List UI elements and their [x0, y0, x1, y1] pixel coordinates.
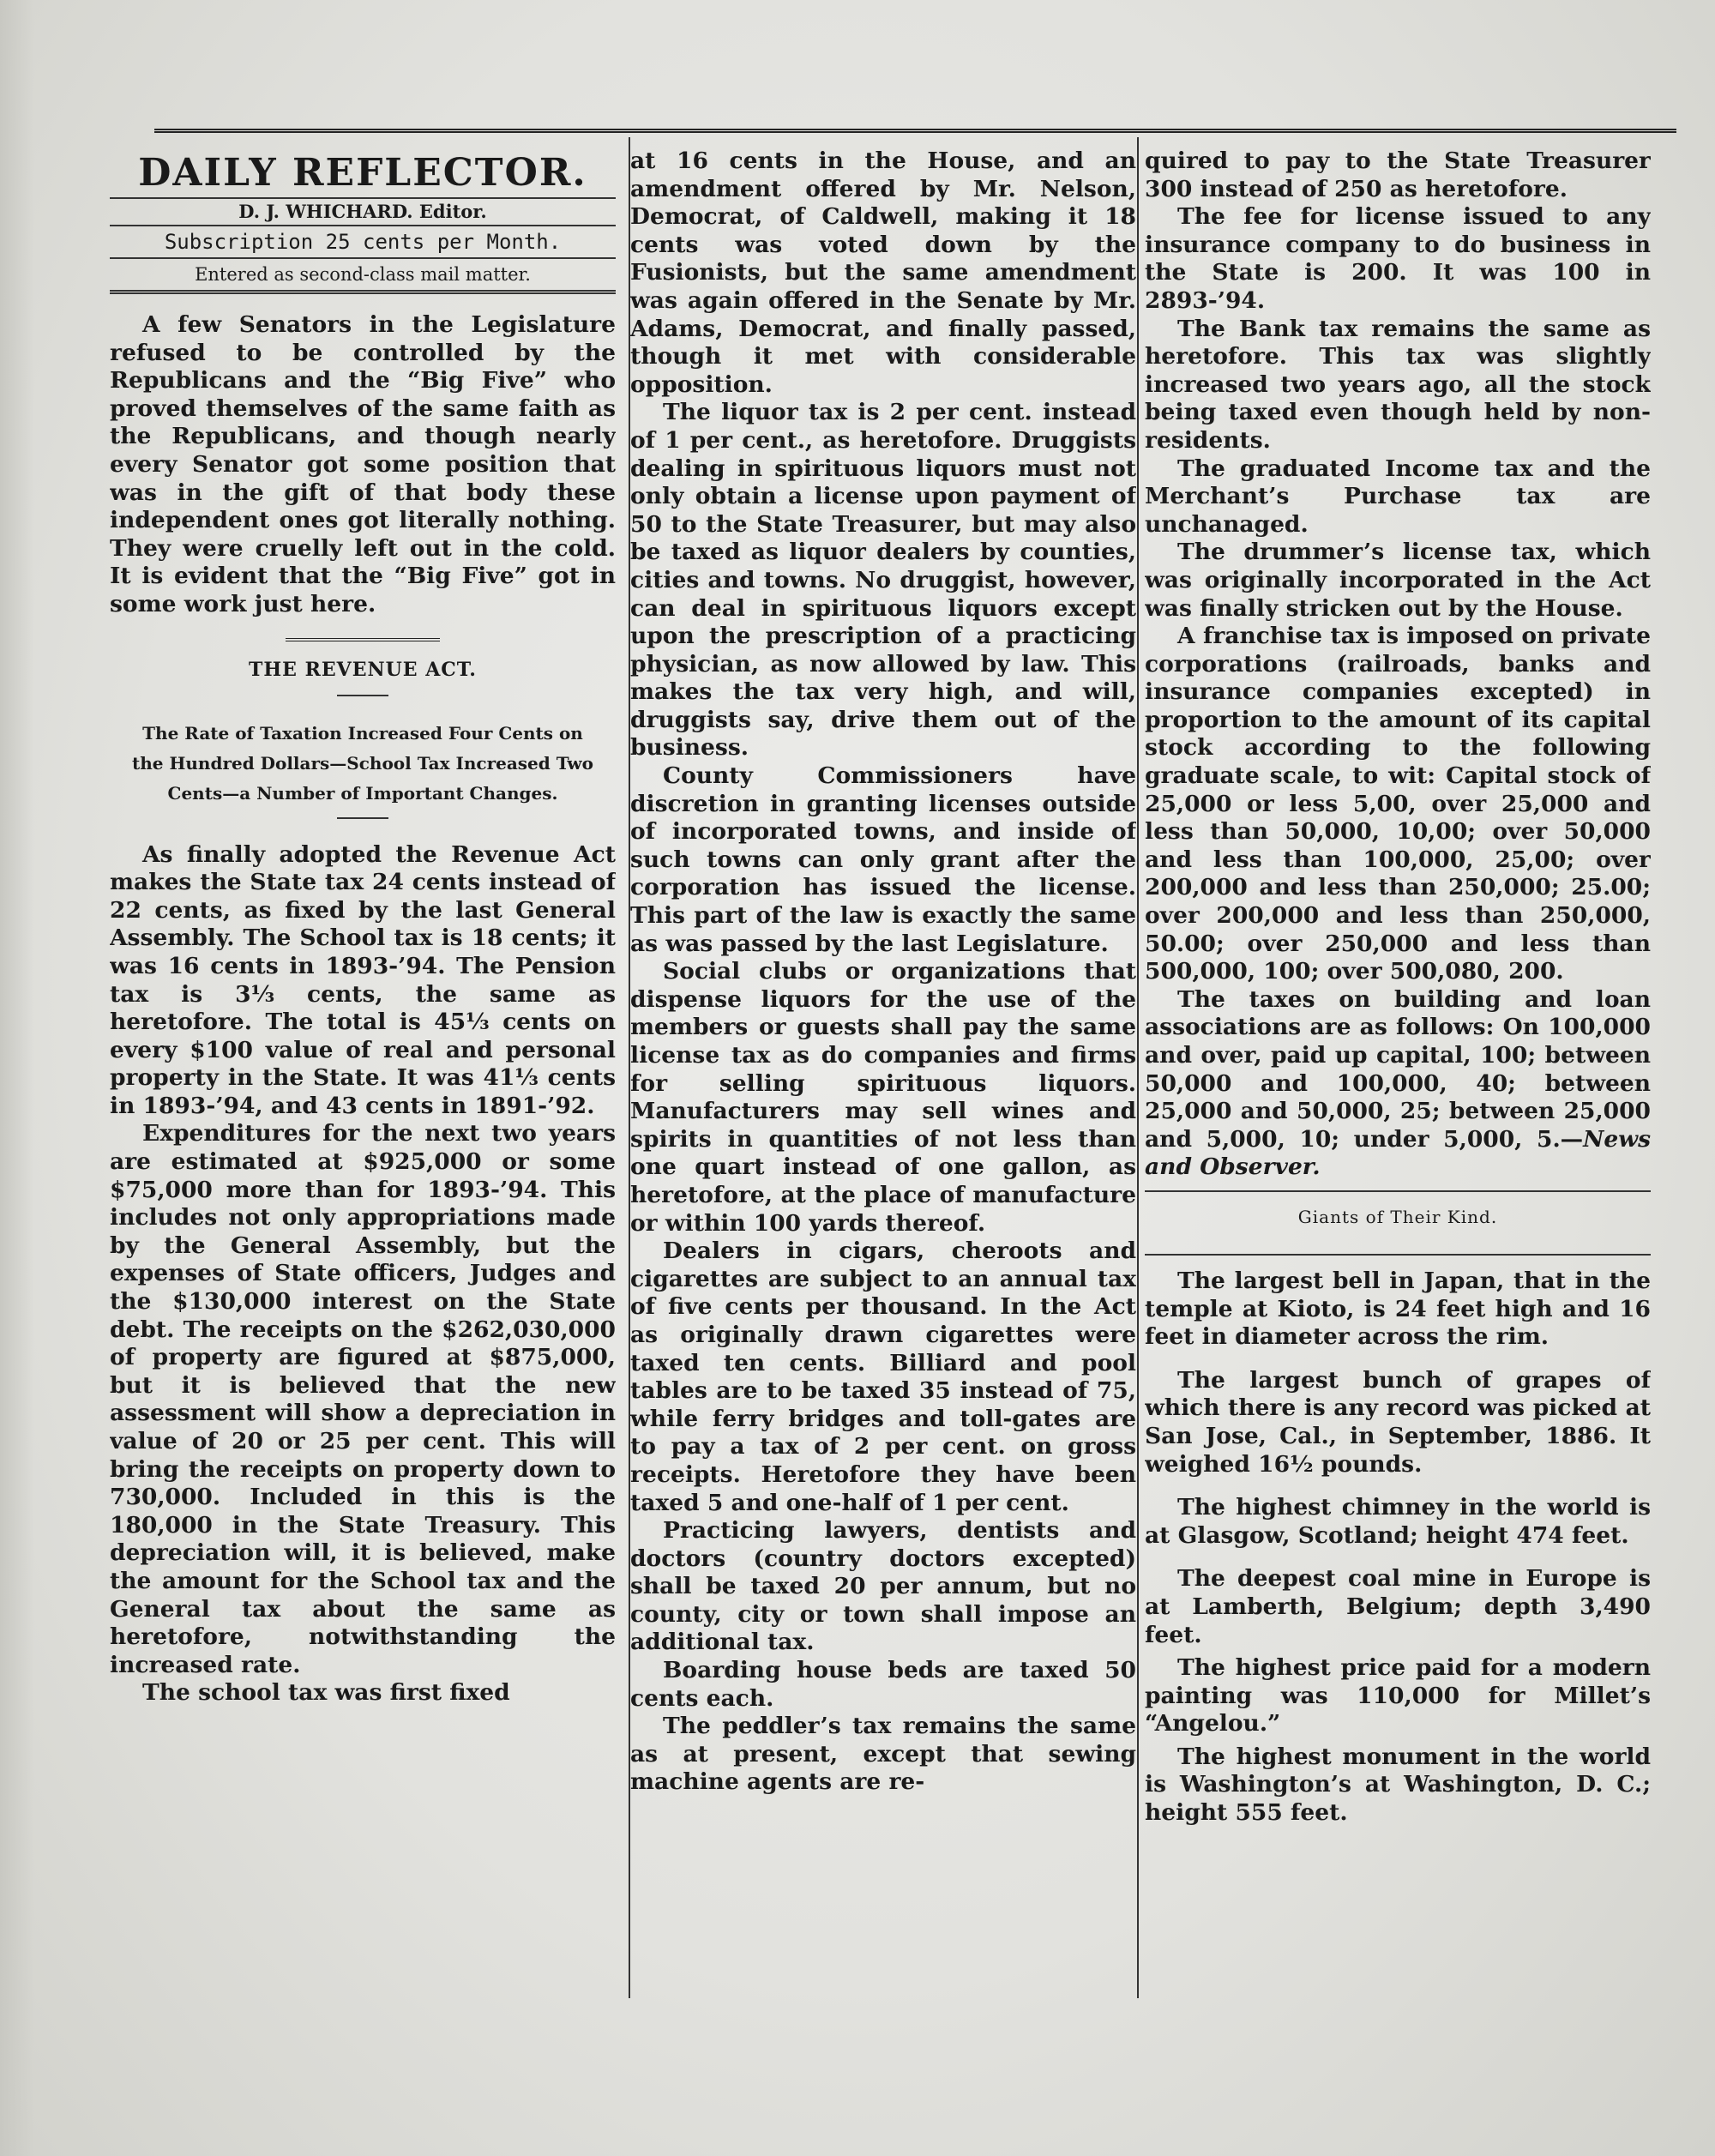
article-paragraph: The graduated Income tax and the Merchant’s Purchase tax are unchanaged.	[1145, 455, 1651, 538]
spacer	[1145, 1478, 1651, 1494]
section-rule	[286, 638, 440, 641]
article-subhead: The Rate of Taxation Increased Four Cents on the Hundred Dollars—School Tax Increased Two Cents—a Number of Important Changes.	[132, 722, 593, 804]
spacer	[1145, 1352, 1651, 1367]
article-paragraph: The school tax was first fixed	[142, 1679, 510, 1707]
article-paragraph: Boarding house beds are taxed 50 cents each.	[630, 1657, 1136, 1712]
article-heading: THE REVENUE ACT.	[249, 658, 477, 681]
article-paragraph: The drummer’s license tax, which was originally incorporated in the Act was finally stricken out by the House.	[1145, 539, 1651, 622]
article-paragraph: Social clubs or organizations that dispense liquors for the use of the members or guests shall pay the same license tax as do companies and firms for selling spirituous liquors. Manufacturers may sell wines and spirits in quantities of not less than one quart instead of one gallon, as heretofore, at the place of manufacture or within 100 yards thereof.	[630, 958, 1136, 1237]
article-paragraph: As finally adopted the Revenue Act makes the State tax 24 cents instead of 22 cents, as fixed by the last General Assembly. The School tax is 18 cents; it was 16 cents in 1893-’94. The Pension tax is 3⅓ cents, the same as heretofore. The total is 45⅓ cents on every $100 value of real and personal property in the State. It was 41⅓ cents in 1893-’94, and 43 cents in 1891-’92.	[110, 840, 616, 1119]
article-heading: Giants of Their Kind.	[1297, 1206, 1498, 1227]
masthead-editor: D. J. WHICHARD. Editor.	[110, 197, 616, 225]
giants-item: The highest monument in the world is Washington’s at Washington, D. C.; height 555 feet.	[1145, 1743, 1651, 1827]
editorial-paragraph: A few Senators in the Legislature refused to be controlled by the Republicans and the “Big Five” who proved themselves of the same faith as the Republicans, and though nearly every Senator got some position that was in the gift of that body these independent ones got literally nothing. They were cruelly left out in the cold. It is evident that the “Big Five” got in some work just here.	[110, 311, 616, 617]
section-rule	[1145, 1190, 1651, 1192]
article-paragraph: The liquor tax is 2 per cent. instead of 1 per cent., as heretofore. Druggists dealing in spirituous liquors must not only obtain a license upon payment of 50 to the State Treasurer, but may also be taxed as liquor dealers by counties, cities and towns. No druggist, however, can deal in spirituous liquors except upon the prescription of a practicing physician, as now allowed by law. This makes the tax very high, and will, druggists say, drive them out of the business.	[630, 399, 1136, 762]
column-3	[1145, 148, 1651, 2034]
scan-shadow	[0, 0, 34, 2156]
article-paragraph: Expenditures for the next two years are estimated at $925,000 or some $75,000 more than for 1893-’94. This includes not only appropriations made by the General Assembly, but the expenses of State officers, Judges and the $130,000 interest on the State debt. The receipts on the $262,030,000 of property are figured at $875,000, but it is believed that the new assessment will show a depreciation in value of 20 or 25 per cent. This will bring the receipts on property down to 730,000. Included in this is the 180,000 in the State Treasury. This depreciation will, it is believed, make the amount for the School tax and the General tax about the same as heretofore, notwithstanding the increased rate.	[110, 1120, 616, 1678]
spacer	[1145, 1550, 1651, 1565]
giants-item: The deepest coal mine in Europe is at Lamberth, Belgium; depth 3,490 feet.	[1145, 1565, 1651, 1648]
giants-item: The highest chimney in the world is at Glasgow, Scotland; height 474 feet.	[1145, 1494, 1651, 1549]
masthead	[110, 149, 616, 294]
article-paragraph: The peddler’s tax remains the same as at present, except that sewing machine agents are re-	[630, 1713, 1136, 1796]
column-1	[110, 148, 616, 2034]
article-paragraph	[1145, 986, 1651, 1182]
subhead-rule	[337, 817, 388, 819]
heading-rule	[337, 695, 388, 696]
article-paragraph: quired to pay to the State Treasurer 300 instead of 250 as heretofore.	[1145, 148, 1651, 202]
column-2	[630, 148, 1136, 2034]
article-paragraph: County Commissioners have discretion in granting licenses outside of incorporated towns, and inside of such towns can only grant after the corporation has issued the license. This part of the law is exactly the same as was passed by the last Legislature.	[630, 762, 1136, 957]
masthead-entered: Entered as second-class mail matter.	[110, 257, 616, 294]
masthead-subscription: Subscription 25 cents per Month.	[110, 225, 616, 257]
article-paragraph: at 16 cents in the House, and an amendment offered by Mr. Nelson, Democrat, of Caldwell, making it 18 cents was voted down by the Fusionists, but the same amendment was again offered in the Senate by Mr. Adams, Democrat, and finally passed, though it met with considerable opposition.	[630, 148, 1136, 398]
heading-rule	[1145, 1254, 1651, 1256]
top-double-rule	[154, 129, 1676, 133]
article-paragraph: Dealers in cigars, cheroots and cigarettes are subject to an annual tax of five cents per thousand. In the Act as originally drawn cigarettes were taxed ten cents. Billiard and pool tables are to be taxed 35 instead of 75, while ferry bridges and toll-gates are to pay a tax of 2 per cent. on gross receipts. Heretofore they have been taxed 5 and one-half of 1 per cent.	[630, 1238, 1136, 1516]
article-paragraph: The Bank tax remains the same as heretofore. This tax was slightly increased two years ago, all the stock being taxed even though held by non-residents.	[1145, 315, 1651, 454]
column-divider	[1137, 137, 1139, 1998]
paragraph-text: The taxes on building and loan associations are as follows: On 100,000 and over, paid up capital, 100; between 50,000 and 100,000, 40; between 25,000 and 50,000, 25; between 25,000 and 5,000, 10; under 5,000, 5.—	[1145, 985, 1651, 1153]
article-paragraph: A franchise tax is imposed on private corporations (railroads, banks and insurance companies excepted) in proportion to the amount of its capital stock according to the following graduate scale, to wit: Capital stock of 25,000 or less 5,00, over 25,000 and less than 50,000, 10,00; over 50,000 and less than 100,000, 25,00; over 200,000 and less than 250,000; 25.00; over 200,000 and less than 250,000, 50.00; over 250,000 and less than 500,000, 100; over 500,080, 200.	[1145, 623, 1651, 985]
article-paragraph: The fee for license issued to any insurance company to do business in the State is 200. It was 100 in 2893-’94.	[1145, 203, 1651, 314]
attribution: News and Observer.	[1145, 1125, 1651, 1181]
giants-item: The largest bunch of grapes of which there is any record was picked at San Jose, Cal., in September, 1886. It weighed 16½ pounds.	[1145, 1366, 1651, 1478]
article-paragraph: Practicing lawyers, dentists and doctors (country doctors excepted) shall be taxed 20 per annum, but no county, city or town shall impose an additional tax.	[630, 1517, 1136, 1656]
giants-item: The highest price paid for a modern painting was 110,000 for Millet’s “Angelou.”	[1145, 1654, 1651, 1737]
masthead-title: DAILY REFLECTOR.	[138, 151, 587, 195]
giants-item: The largest bell in Japan, that in the temple at Kioto, is 24 feet high and 16 feet in diameter across the rim.	[1145, 1267, 1651, 1351]
